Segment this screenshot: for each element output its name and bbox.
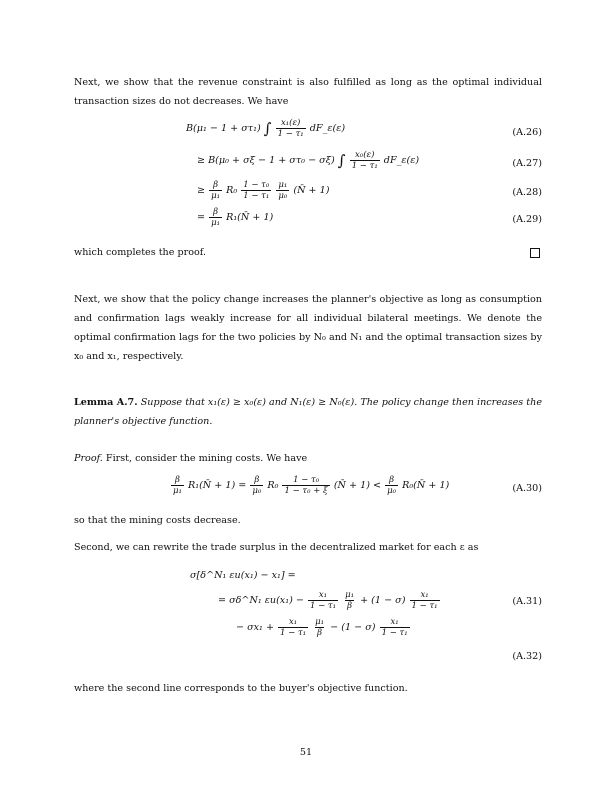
equation-number-a31: (A.31) (512, 596, 542, 607)
equation-a29: = $\frac{\beta}{\text{μ₁}}$ R₁(N̄ + 1) (197, 207, 274, 228)
proof-text: First, consider the mining costs. We have (105, 453, 308, 464)
equation-number-a28: (A.28) (512, 187, 542, 198)
equation-a31-line1: σ[δ^N₁ εu(x₁) − x₁] = (190, 570, 296, 581)
equation-a30: $\frac{\beta}{\text{μ₁}}$ R₁(N̄ + 1) = $\frac{\beta}{\text{μ₀}}$ R₀ $\frac{\text{1 − τ₀}}{\text{1 − τ₀ + ξ}}$ (N̄ + 1) < $\frac{\beta}{\text{μ₀}}$ R₀(N̄ + 1) (173, 475, 450, 496)
equation-a28: ≥ $\frac{\beta}{\text{μ₁}}$ R₀ $\frac{\text{1 − τ₀}}{\text{1 − τ₁}}$ $\frac{\text{μ₁}}{\text{μ₀}}$ (N̄ + 1) (197, 180, 330, 201)
equation-a31-line2: = σδ^N₁ εu(x₁) − $\frac{\text{x₁}}{\text{1 − τ₁}}$ $\frac{\text{μ₁}}{\beta}$ + (1 − σ) $\frac{\text{x₁}}{\text{1 − τ₁}}$ (218, 590, 438, 611)
equation-a31-line3: − σx₁ + $\frac{\text{x₁}}{\text{1 − τ₁}}$ $\frac{\text{μ₁}}{\beta}$ − (1 − σ) $\frac{\text{x₁}}{\text{1 − τ₁}}$ (236, 617, 408, 638)
paragraph-policy-change: Next, we show that the policy change increases the planner's objective as long as consumption and confirmation lags weakly increase for all individual bilateral meetings. We denote the optimal confirmation lags for the two policies by N₀ and N₁ and the optimal transaction sizes by x₀ and x₁, respectively. (74, 294, 542, 362)
qed-box (530, 248, 540, 258)
paragraph-revenue-constraint: Next, we show that the revenue constraint is also fulfilled as long as the optimal individual transaction sizes do not decreases. We have (74, 77, 542, 107)
integral-sign: ∫ (263, 119, 272, 138)
paragraph-trade-surplus: Second, we can rewrite the trade surplus in the decentralized market for each ε as (74, 542, 479, 553)
page-number: 51 (299, 747, 313, 758)
equation-number-a27: (A.27) (512, 158, 542, 169)
eq-a26-fraction: $\frac{\text{x₁(ε)}}{\text{1 − τ₁}}$ (277, 118, 304, 139)
lemma-text: Suppose that x₁(ε) ≥ x₀(ε) and N₁(ε) ≥ N₀(ε). The policy change then increases the planner's objective function. (74, 397, 542, 427)
paragraph-mining-costs: so that the mining costs decrease. (74, 515, 241, 526)
equation-number-a32: (A.32) (512, 651, 542, 662)
equation-a27: ≥ B(μ₀ + σξ − 1 + στ₀ − σξ) ∫ $\frac{\text{x₀(ε)}}{\text{1 − τ₁}}$ dF_ε(ε) (197, 150, 420, 171)
proof-label: Proof. (74, 453, 103, 464)
paragraph-buyer-objective: where the second line corresponds to the buyer's objective function. (74, 683, 408, 694)
lemma-label: Lemma A.7. (74, 397, 138, 408)
proof-intro (74, 449, 542, 468)
equation-number-a30: (A.30) (512, 483, 542, 494)
eq-a26-lhs: B(μ₁ − 1 + στ₁) (186, 123, 261, 134)
equation-number-a29: (A.29) (512, 214, 542, 225)
paragraph-completes-proof: which completes the proof. (74, 247, 206, 258)
eq-a27-fraction: $\frac{\text{x₀(ε)}}{\text{1 − τ₁}}$ (351, 150, 378, 171)
integral-sign: ∫ (337, 151, 346, 170)
equation-a26: B(μ₁ − 1 + στ₁) ∫ $\frac{\text{x₁(ε)}}{\text{1 − τ₁}}$ dF_ε(ε) (186, 118, 346, 139)
equation-number-a26: (A.26) (512, 127, 542, 138)
lemma-a7 (74, 393, 542, 431)
